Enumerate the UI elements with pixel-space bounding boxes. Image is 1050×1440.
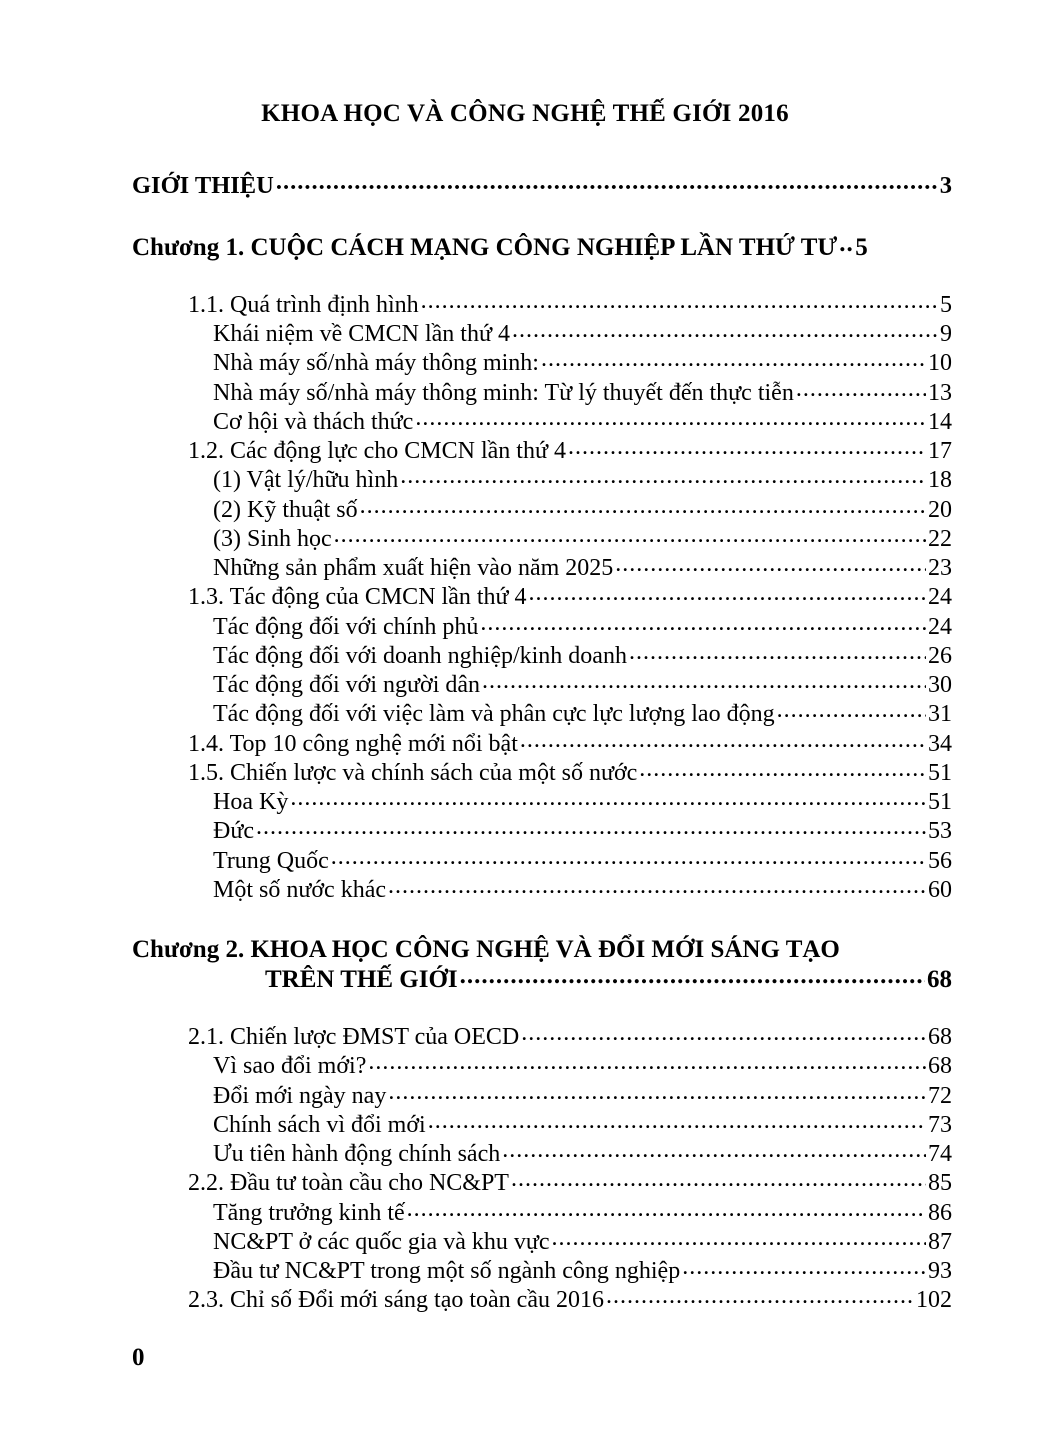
toc-entry[interactable] (188, 731, 952, 758)
toc-chapter-2[interactable] (265, 966, 952, 994)
leader-dots (276, 168, 938, 196)
toc-label: 1.2. Các động lực cho CMCN lần thứ 4 (188, 438, 566, 464)
toc-label: GIỚI THIỆU (132, 172, 274, 199)
toc-label: Tác động đối với chính phủ (213, 614, 479, 640)
toc-label: Cơ hội và thách thức (213, 409, 414, 435)
toc-entry[interactable] (213, 643, 952, 670)
toc-entry[interactable] (213, 848, 952, 875)
toc-label: Một số nước khác (213, 877, 387, 903)
leader-dots (502, 1137, 926, 1164)
leader-dots (480, 610, 926, 637)
toc-entry[interactable] (213, 526, 952, 553)
leader-dots (521, 1020, 926, 1047)
leader-dots (400, 463, 926, 490)
leader-dots (482, 668, 926, 695)
toc-page: 60 (928, 877, 952, 903)
toc-page: 14 (928, 409, 952, 435)
leader-dots (520, 727, 926, 754)
leader-dots (407, 1196, 926, 1223)
toc-page: 68 (928, 1024, 952, 1050)
toc-label: NC&PT ở các quốc gia và khu vực (213, 1229, 550, 1255)
toc-label: Chương 1. CUỘC CÁCH MẠNG CÔNG NGHIỆP LẦN THỨ TƯ (132, 234, 838, 261)
toc-page: 87 (928, 1229, 952, 1255)
leader-dots (839, 230, 853, 258)
toc-entry[interactable] (188, 760, 952, 787)
toc-page: 30 (928, 672, 952, 698)
leader-dots (368, 1049, 926, 1076)
leader-dots (606, 1283, 914, 1310)
toc-page: 51 (928, 789, 952, 815)
leader-dots (428, 1108, 926, 1135)
toc-entry[interactable] (213, 350, 952, 377)
toc-page: 51 (928, 760, 952, 786)
toc-label: Tác động đối với doanh nghiệp/kinh doanh (213, 643, 627, 669)
toc-entry[interactable] (188, 438, 952, 465)
toc-page: 86 (928, 1200, 952, 1226)
toc-page: 85 (928, 1170, 952, 1196)
leader-dots (415, 405, 926, 432)
toc-entry[interactable] (213, 1083, 952, 1110)
toc-page: 9 (940, 321, 952, 347)
toc-entry[interactable] (213, 1053, 952, 1080)
toc-label: Tác động đối với việc làm và phân cực lực lượng lao động (213, 701, 775, 727)
toc-label: Vì sao đổi mới? (213, 1053, 367, 1079)
leader-dots (460, 962, 925, 990)
page-number: 0 (132, 1344, 145, 1371)
toc-entry[interactable] (213, 497, 952, 524)
toc-page: 73 (928, 1112, 952, 1138)
toc-page: 18 (928, 467, 952, 493)
leader-dots (796, 376, 926, 403)
toc-page: 24 (928, 584, 952, 610)
toc-chapter-1[interactable] (132, 234, 952, 262)
toc-page: 5 (940, 292, 952, 318)
toc-page: 53 (928, 818, 952, 844)
leader-dots (256, 814, 926, 841)
leader-dots (639, 756, 926, 783)
leader-dots (777, 697, 926, 724)
leader-dots (568, 434, 926, 461)
toc-entry[interactable] (188, 1287, 952, 1314)
toc-page: 34 (928, 731, 952, 757)
toc-page: 13 (928, 380, 952, 406)
toc-page: 22 (928, 526, 952, 552)
toc-entry[interactable] (188, 584, 952, 611)
toc-page: 23 (928, 555, 952, 581)
leader-dots (511, 1166, 926, 1193)
toc-page: 93 (928, 1258, 952, 1284)
toc-page: 68 (927, 966, 952, 993)
toc-label: 1.5. Chiến lược và chính sách của một số nước (188, 760, 638, 786)
toc-page: 24 (928, 614, 952, 640)
toc-page: 26 (928, 643, 952, 669)
toc-label: Đầu tư NC&PT trong một số ngành công nghiệp (213, 1258, 681, 1284)
toc-label: (2) Kỹ thuật số (213, 497, 358, 523)
toc-entry[interactable] (213, 672, 952, 699)
toc-entry[interactable] (213, 701, 952, 728)
toc-entry[interactable] (188, 1170, 952, 1197)
leader-dots (360, 493, 926, 520)
leader-dots (529, 580, 926, 607)
toc-entry[interactable] (213, 380, 952, 407)
toc-label: Tác động đối với người dân (213, 672, 481, 698)
toc-label: Tăng trưởng kinh tế (213, 1200, 405, 1226)
leader-dots (629, 639, 926, 666)
leader-dots (290, 785, 926, 812)
toc-page: 20 (928, 497, 952, 523)
toc-entry[interactable] (213, 877, 952, 904)
toc-entry[interactable] (188, 1024, 952, 1051)
toc-entry[interactable] (213, 614, 952, 641)
toc-page: 10 (928, 350, 952, 376)
toc-entry[interactable] (213, 789, 952, 816)
toc-label: Đức (213, 818, 254, 844)
toc-entry[interactable] (213, 1258, 952, 1285)
toc-label: Khái niệm về CMCN lần thứ 4 (213, 321, 510, 347)
toc-page: 5 (855, 234, 868, 261)
toc-label: Ưu tiên hành động chính sách (213, 1141, 501, 1167)
toc-page: 56 (928, 848, 952, 874)
toc-page: 17 (928, 438, 952, 464)
toc-label: Nhà máy số/nhà máy thông minh: (213, 350, 539, 376)
toc-entry[interactable] (188, 292, 952, 319)
leader-dots (421, 288, 938, 315)
toc-entry[interactable] (213, 409, 952, 436)
toc-label: (3) Sinh học (213, 526, 332, 552)
toc-page: 72 (928, 1083, 952, 1109)
toc-entry[interactable] (213, 1229, 952, 1256)
toc-label: Trung Quốc (213, 848, 329, 874)
toc-label: Chính sách vì đổi mới (213, 1112, 426, 1138)
toc-label: 2.1. Chiến lược ĐMST của OECD (188, 1024, 520, 1050)
toc-label: Hoa Kỳ (213, 789, 289, 815)
toc-label: 1.1. Quá trình định hình (188, 292, 419, 318)
leader-dots (512, 317, 938, 344)
toc-label: TRÊN THẾ GIỚI (265, 966, 458, 993)
toc-entry[interactable] (213, 555, 952, 582)
toc-entry[interactable] (213, 1112, 952, 1139)
toc-label: Những sản phẩm xuất hiện vào năm 2025 (213, 555, 614, 581)
toc-label: Nhà máy số/nhà máy thông minh: Từ lý thuyết đến thực tiễn (213, 380, 794, 406)
leader-dots (682, 1254, 926, 1281)
toc-intro[interactable] (132, 172, 952, 200)
toc-entry[interactable] (213, 321, 952, 348)
toc-entry[interactable] (213, 467, 952, 494)
leader-dots (552, 1225, 926, 1252)
toc-entry[interactable] (213, 1200, 952, 1227)
toc-label: 1.3. Tác động của CMCN lần thứ 4 (188, 584, 527, 610)
toc-page: 74 (928, 1141, 952, 1167)
toc-label: (1) Vật lý/hữu hình (213, 467, 399, 493)
toc-label: 2.3. Chỉ số Đổi mới sáng tạo toàn cầu 2016 (188, 1287, 604, 1313)
toc-label: Đổi mới ngày nay (213, 1083, 387, 1109)
leader-dots (334, 522, 926, 549)
toc-chapter-2-line1[interactable]: Chương 2. KHOA HỌC CÔNG NGHỆ VÀ ĐỔI MỚI SÁNG TẠO (132, 936, 840, 963)
toc-label: 1.4. Top 10 công nghệ mới nổi bật (188, 731, 518, 757)
toc-entry[interactable] (213, 1141, 952, 1168)
leader-dots (615, 551, 926, 578)
toc-page: 31 (928, 701, 952, 727)
leader-dots (331, 844, 926, 871)
leader-dots (388, 873, 926, 900)
toc-entry[interactable] (213, 818, 952, 845)
toc-page: 102 (916, 1287, 952, 1313)
toc-page: 68 (928, 1053, 952, 1079)
toc-page: 3 (939, 172, 952, 199)
leader-dots (388, 1079, 926, 1106)
toc-label: 2.2. Đầu tư toàn cầu cho NC&PT (188, 1170, 509, 1196)
page-title: KHOA HỌC VÀ CÔNG NGHỆ THẾ GIỚI 2016 (261, 100, 789, 127)
leader-dots (541, 346, 926, 373)
